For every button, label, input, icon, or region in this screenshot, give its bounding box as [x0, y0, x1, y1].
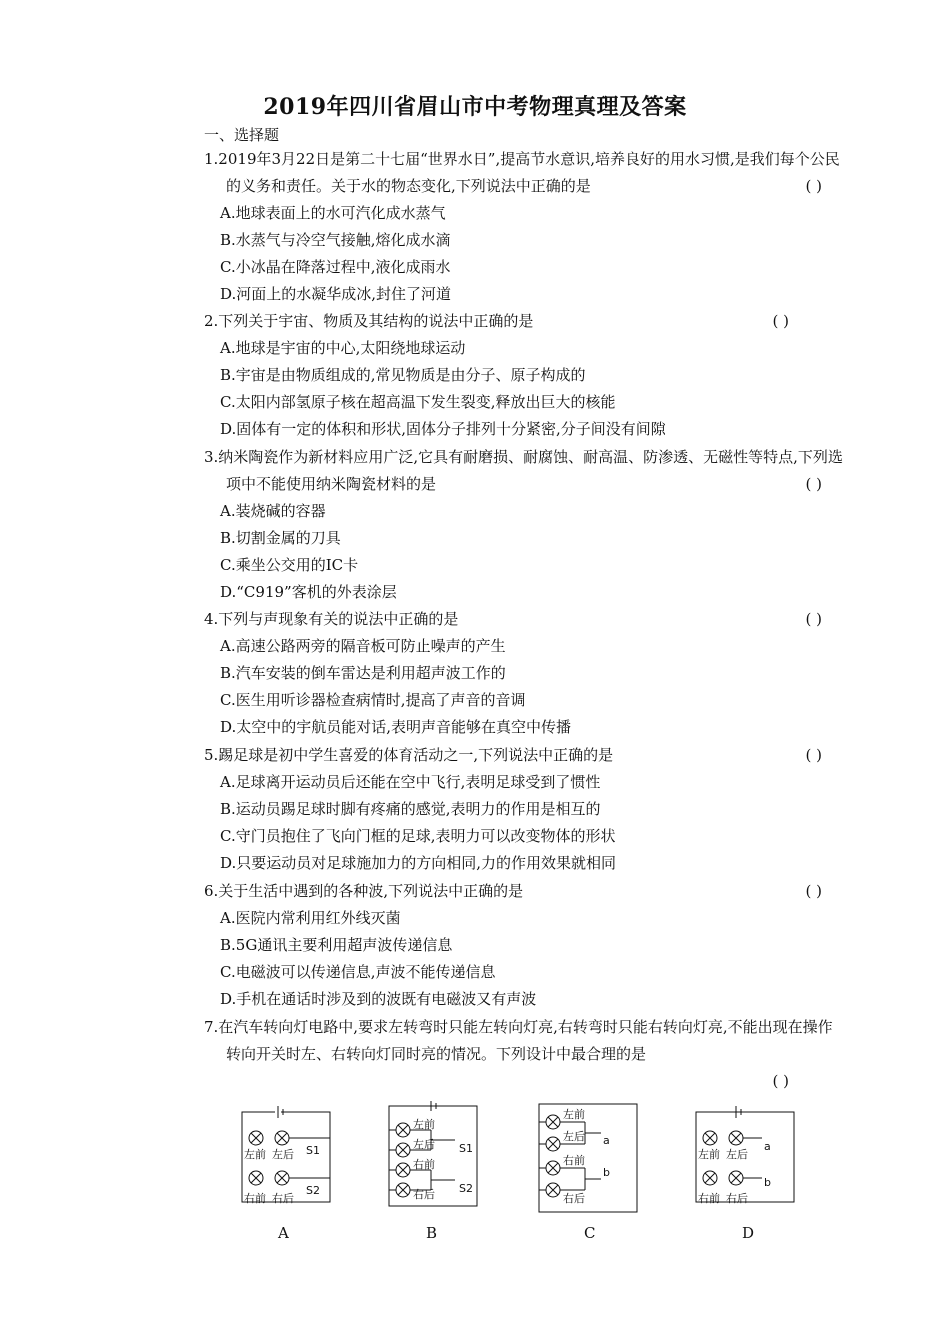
label-right-rear: 右后 [563, 1192, 585, 1205]
label-right-rear: 右后 [413, 1188, 435, 1201]
option-b: B.水蒸气与冷空气接触,熔化成水滴 [220, 231, 451, 249]
label-left-front: 左前 [413, 1118, 435, 1131]
label-b: b [764, 1176, 771, 1189]
label-right-front: 右前 [563, 1154, 585, 1167]
option-d: D.太空中的宇航员能对话,表明声音能够在真空中传播 [220, 718, 572, 736]
option-c: C.太阳内部氢原子核在超高温下发生裂变,释放出巨大的核能 [220, 393, 616, 411]
label-a: a [603, 1134, 610, 1147]
option-d: D.“C919”客机的外表涂层 [220, 583, 397, 601]
option-a: A.地球表面上的水可汽化成水蒸气 [220, 204, 446, 222]
option-a: A.足球离开运动员后还能在空中飞行,表明足球受到了惯性 [220, 773, 601, 791]
option-a: A.高速公路两旁的隔音板可防止噪声的产生 [220, 637, 506, 655]
answer-blank: ( ) [772, 312, 789, 330]
option-b: B.汽车安装的倒车雷达是利用超声波工作的 [220, 664, 506, 682]
option-b: B.宇宙是由物质组成的,常见物质是由分子、原子构成的 [220, 366, 586, 384]
question-3 [204, 444, 844, 606]
label-right-rear: 右后 [272, 1192, 294, 1205]
question-4 [204, 606, 844, 741]
option-d: D.只要运动员对足球施加力的方向相同,力的作用效果就相同 [220, 854, 617, 872]
label-s2: S2 [459, 1182, 473, 1195]
option-a: A.装烧碱的容器 [220, 502, 326, 520]
question-7 [204, 1014, 844, 1090]
question-stem: 7.在汽车转向灯电路中,要求左转弯时只能左转向灯亮,右转弯时只能右转向灯亮,不能出现在操作转向开关时左、右转向灯同时亮的情况。下列设计中最合理的是 [204, 1018, 833, 1063]
option-b: B.切割金属的刀具 [220, 529, 341, 547]
label-right-front: 右前 [698, 1192, 720, 1205]
question-stem: 3.纳米陶瓷作为新材料应用广泛,它具有耐磨损、耐腐蚀、耐高温、防渗透、无磁性等特点,下列选项中不能使用纳米陶瓷材料的是 [204, 448, 843, 493]
choice-label-a: A [278, 1224, 289, 1242]
label-right-front: 右前 [244, 1192, 266, 1205]
label-left-rear: 左后 [413, 1138, 435, 1151]
page-title: 2019年四川省眉山市中考物理真理及答案 [263, 94, 687, 120]
circuit-d [690, 1100, 810, 1220]
choice-label-c: C [584, 1224, 596, 1242]
label-right-front: 右前 [413, 1158, 435, 1171]
question-stem: 6.关于生活中遇到的各种波,下列说法中正确的是 [204, 882, 524, 900]
answer-blank: ( ) [805, 177, 822, 195]
option-c: C.医生用听诊器检查病情时,提高了声音的音调 [220, 691, 526, 709]
question-stem: 2.下列关于宇宙、物质及其结构的说法中正确的是 [204, 312, 534, 330]
option-d: D.手机在通话时涉及到的波既有电磁波又有声波 [220, 990, 537, 1008]
circuit-c [535, 1100, 655, 1225]
option-d: D.河面上的水凝华成冰,封住了河道 [220, 285, 452, 303]
choice-label-b: B [426, 1224, 438, 1242]
label-right-rear: 右后 [726, 1192, 748, 1205]
answer-blank: ( ) [805, 610, 822, 628]
label-a: a [764, 1140, 771, 1153]
question-6 [204, 878, 844, 1013]
option-b: B.运动员踢足球时脚有疼痛的感觉,表明力的作用是相互的 [220, 800, 601, 818]
label-left-rear: 左后 [726, 1148, 748, 1161]
question-stem: 4.下列与声现象有关的说法中正确的是 [204, 610, 459, 628]
option-c: C.小冰晶在降落过程中,液化成雨水 [220, 258, 451, 276]
option-b: B.5G通讯主要利用超声波传递信息 [220, 936, 453, 954]
section-heading: 一、选择题 [204, 126, 280, 144]
label-s2: S2 [306, 1184, 320, 1197]
label-s1: S1 [306, 1144, 320, 1157]
label-left-rear: 左后 [272, 1148, 294, 1161]
choice-label-d: D [742, 1224, 755, 1242]
label-b: b [603, 1166, 610, 1179]
answer-blank: ( ) [805, 746, 822, 764]
answer-blank: ( ) [772, 1072, 789, 1090]
label-left-rear: 左后 [563, 1130, 585, 1143]
question-stem: 1.2019年3月22日是第二十七届“世界水日”,提高节水意识,培养良好的用水习惯,是我们每个公民的义务和责任。关于水的物态变化,下列说法中正确的是 [204, 150, 840, 195]
option-d: D.固体有一定的体积和形状,固体分子排列十分紧密,分子间没有间隙 [220, 420, 666, 438]
question-stem: 5.踢足球是初中学生喜爱的体育活动之一,下列说法中正确的是 [204, 746, 614, 764]
label-left-front: 左前 [698, 1148, 720, 1161]
label-left-front: 左前 [563, 1108, 585, 1121]
label-left-front: 左前 [244, 1148, 266, 1161]
option-a: A.医院内常利用红外线灭菌 [220, 909, 401, 927]
circuit-a [236, 1100, 346, 1220]
circuit-b [385, 1100, 495, 1220]
answer-blank: ( ) [805, 475, 822, 493]
question-1 [204, 146, 844, 308]
question-5 [204, 742, 844, 877]
option-a: A.地球是宇宙的中心,太阳绕地球运动 [220, 339, 466, 357]
label-s1: S1 [459, 1142, 473, 1155]
option-c: C.守门员抱住了飞向门框的足球,表明力可以改变物体的形状 [220, 827, 616, 845]
option-c: C.乘坐公交用的IC卡 [220, 556, 359, 574]
question-2 [204, 308, 844, 443]
option-c: C.电磁波可以传递信息,声波不能传递信息 [220, 963, 496, 981]
answer-blank: ( ) [805, 882, 822, 900]
